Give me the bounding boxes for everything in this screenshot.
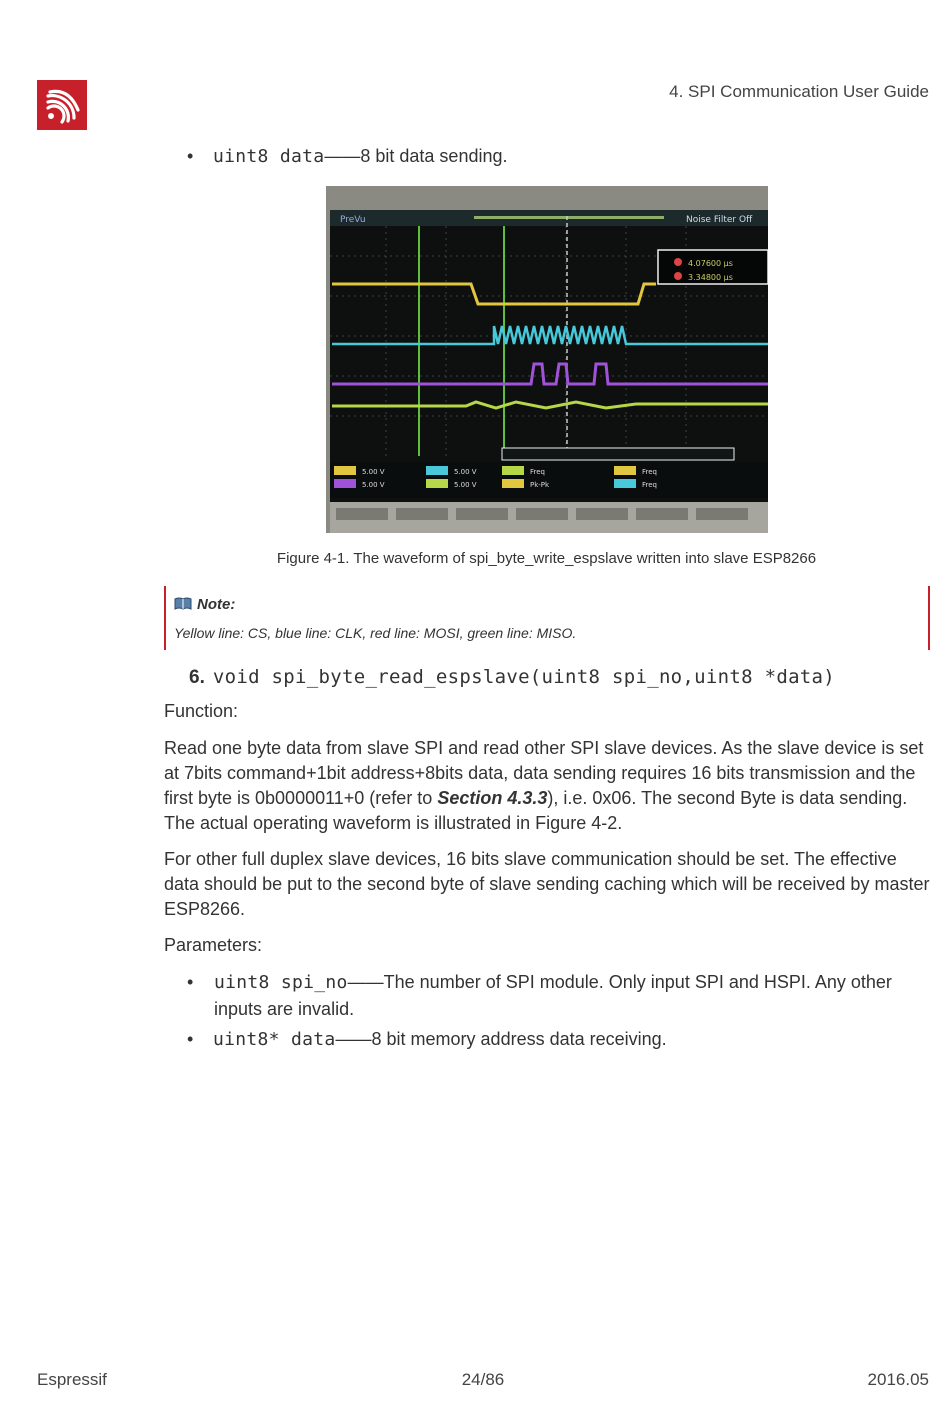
parameters-label: Parameters: (164, 935, 263, 955)
note-title-text: Note: (197, 596, 236, 613)
dash: —— (324, 146, 361, 166)
footer-date: 2016.05 (867, 1370, 929, 1389)
svg-text:Freq: Freq (642, 481, 657, 489)
svg-text:PreVu: PreVu (340, 215, 366, 225)
svg-text:4.07600 μs: 4.07600 μs (688, 259, 733, 268)
svg-text:Pk-Pk: Pk-Pk (530, 481, 550, 489)
section-reference: Section 4.3.3 (437, 788, 548, 808)
param-code: uint8 spi_no (214, 972, 348, 993)
svg-text:3.34800 μs: 3.34800 μs (688, 273, 733, 282)
param-description: 8 bit memory address data receiving. (371, 1029, 667, 1049)
paragraph: For other full duplex slave devices, 16 bits slave communication should be set. The effective data should be put to the second byte of slave sending caching which will be received by master ESP8266. (164, 849, 930, 919)
page-number: 24/86 (461, 1370, 505, 1389)
note-box (164, 586, 930, 650)
svg-text:Noise Filter Off: Noise Filter Off (686, 215, 753, 225)
param-description: The number of SPI module. Only input SPI and HSPI. Any other inputs are invalid. (214, 972, 892, 1019)
svg-text:5.00 V: 5.00 V (362, 481, 385, 489)
book-icon (174, 597, 192, 610)
section-number: 6. (189, 667, 205, 688)
list-item (187, 1029, 667, 1050)
param-code: uint8* data (213, 1029, 336, 1050)
footer-company: Espressif (37, 1370, 107, 1389)
function-heading (189, 666, 835, 689)
espressif-logo-icon (37, 80, 87, 130)
oscilloscope-photo (326, 186, 768, 533)
bullet-icon: • (187, 972, 194, 992)
note-text: Yellow line: CS, blue line: CLK, red line: MOSI, green line: MISO. (174, 625, 577, 641)
paragraph-text: ), i.e. 0x06. The second Byte is data sending. The actual operating waveform is illustrated in Figure 4-2. (164, 788, 908, 833)
dash: —— (335, 1029, 372, 1049)
list-item (187, 146, 508, 167)
dash: —— (347, 972, 384, 992)
param-description: 8 bit data sending. (360, 146, 508, 166)
svg-text:Freq: Freq (642, 468, 657, 476)
svg-text:5.00 V: 5.00 V (362, 468, 385, 476)
svg-text:Freq: Freq (530, 468, 545, 476)
param-code: uint8 data (213, 146, 325, 167)
note-title (174, 596, 235, 613)
list-item (187, 969, 932, 1022)
paragraph (164, 736, 934, 836)
svg-text:5.00 V: 5.00 V (454, 481, 477, 489)
bullet-icon: • (187, 1029, 194, 1049)
paragraph-text: Read one byte data from slave SPI and read other SPI slave devices. As the slave device is set at 7bits command+1bit address+8bits data, data sending requires 16 bits transmission and the first byte is 0b0000011+0 (refer to (164, 738, 924, 808)
function-signature: void spi_byte_read_espslave(uint8 spi_no,uint8 *data) (212, 666, 836, 688)
bullet-icon: • (187, 146, 194, 166)
header-title: 4. SPI Communication User Guide (669, 82, 929, 101)
svg-text:5.00 V: 5.00 V (454, 468, 477, 476)
figure-caption: Figure 4-1. The waveform of spi_byte_write_espslave written into slave ESP8266 (276, 550, 817, 567)
function-label: Function: (164, 701, 239, 721)
